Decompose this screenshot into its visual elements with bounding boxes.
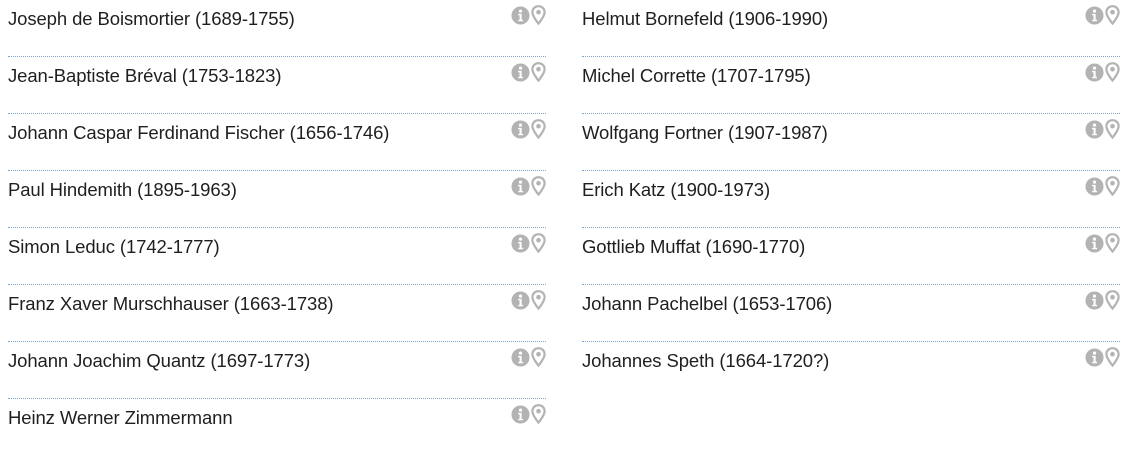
composer-actions bbox=[1085, 347, 1120, 367]
info-circle-icon[interactable] bbox=[511, 63, 530, 82]
composer-row bbox=[8, 171, 546, 228]
composer-column-right bbox=[582, 0, 1120, 399]
composer-row bbox=[582, 342, 1120, 399]
composer-column-left bbox=[8, 0, 546, 456]
map-marker-icon[interactable] bbox=[531, 404, 546, 424]
composer-name-link[interactable]: Johann Caspar Ferdinand Fischer (1656-1746) bbox=[8, 122, 390, 143]
info-circle-icon[interactable] bbox=[1085, 348, 1104, 367]
map-marker-icon[interactable] bbox=[1105, 233, 1120, 253]
composer-name-link[interactable]: Heinz Werner Zimmermann bbox=[8, 407, 233, 428]
map-marker-icon[interactable] bbox=[531, 233, 546, 253]
info-circle-icon[interactable] bbox=[1085, 234, 1104, 253]
composer-actions bbox=[511, 233, 546, 253]
composer-row bbox=[8, 114, 546, 171]
map-marker-icon[interactable] bbox=[1105, 347, 1120, 367]
composer-row bbox=[8, 342, 546, 399]
composer-actions bbox=[1085, 62, 1120, 82]
info-circle-icon[interactable] bbox=[511, 6, 530, 25]
composer-name-link[interactable]: Johann Pachelbel (1653-1706) bbox=[582, 293, 833, 314]
composer-name-link[interactable]: Gottlieb Muffat (1690-1770) bbox=[582, 236, 806, 257]
composer-name-link[interactable]: Michel Corrette (1707-1795) bbox=[582, 65, 811, 86]
composer-name-link[interactable]: Johannes Speth (1664-1720?) bbox=[582, 350, 830, 371]
composer-row bbox=[8, 57, 546, 114]
composer-name-link[interactable]: Simon Leduc (1742-1777) bbox=[8, 236, 220, 257]
composer-row bbox=[582, 171, 1120, 228]
map-marker-icon[interactable] bbox=[531, 290, 546, 310]
info-circle-icon[interactable] bbox=[1085, 291, 1104, 310]
map-marker-icon[interactable] bbox=[531, 176, 546, 196]
composer-actions bbox=[1085, 119, 1120, 139]
composer-actions bbox=[511, 62, 546, 82]
composer-actions bbox=[511, 290, 546, 310]
map-marker-icon[interactable] bbox=[1105, 62, 1120, 82]
composer-name-link[interactable]: Franz Xaver Murschhauser (1663-1738) bbox=[8, 293, 334, 314]
composer-row bbox=[582, 57, 1120, 114]
composer-name-link[interactable]: Jean-Baptiste Bréval (1753-1823) bbox=[8, 65, 282, 86]
info-circle-icon[interactable] bbox=[1085, 177, 1104, 196]
info-circle-icon[interactable] bbox=[511, 405, 530, 424]
composer-row bbox=[8, 399, 546, 456]
composer-name-link[interactable]: Paul Hindemith (1895-1963) bbox=[8, 179, 237, 200]
composer-actions bbox=[1085, 290, 1120, 310]
info-circle-icon[interactable] bbox=[1085, 6, 1104, 25]
composer-actions bbox=[511, 5, 546, 25]
composer-name-link[interactable]: Erich Katz (1900-1973) bbox=[582, 179, 771, 200]
composer-row bbox=[8, 0, 546, 57]
composer-name-link[interactable]: Helmut Bornefeld (1906-1990) bbox=[582, 8, 829, 29]
composer-actions bbox=[511, 347, 546, 367]
composer-actions bbox=[1085, 176, 1120, 196]
map-marker-icon[interactable] bbox=[531, 119, 546, 139]
composer-row bbox=[582, 285, 1120, 342]
map-marker-icon[interactable] bbox=[1105, 176, 1120, 196]
info-circle-icon[interactable] bbox=[1085, 120, 1104, 139]
map-marker-icon[interactable] bbox=[531, 347, 546, 367]
info-circle-icon[interactable] bbox=[511, 234, 530, 253]
info-circle-icon[interactable] bbox=[511, 120, 530, 139]
map-marker-icon[interactable] bbox=[531, 5, 546, 25]
map-marker-icon[interactable] bbox=[1105, 290, 1120, 310]
map-marker-icon[interactable] bbox=[531, 62, 546, 82]
composer-name-link[interactable]: Joseph de Boismortier (1689-1755) bbox=[8, 8, 295, 29]
info-circle-icon[interactable] bbox=[511, 291, 530, 310]
composer-actions bbox=[511, 176, 546, 196]
composer-row bbox=[582, 228, 1120, 285]
composer-row bbox=[582, 0, 1120, 57]
map-marker-icon[interactable] bbox=[1105, 5, 1120, 25]
composer-name-link[interactable]: Johann Joachim Quantz (1697-1773) bbox=[8, 350, 311, 371]
composer-row bbox=[582, 114, 1120, 171]
composer-actions bbox=[1085, 5, 1120, 25]
composer-actions bbox=[511, 404, 546, 424]
info-circle-icon[interactable] bbox=[1085, 63, 1104, 82]
composer-row bbox=[8, 228, 546, 285]
info-circle-icon[interactable] bbox=[511, 177, 530, 196]
info-circle-icon[interactable] bbox=[511, 348, 530, 367]
map-marker-icon[interactable] bbox=[1105, 119, 1120, 139]
composer-actions bbox=[1085, 233, 1120, 253]
composer-name-link[interactable]: Wolfgang Fortner (1907-1987) bbox=[582, 122, 828, 143]
composer-row bbox=[8, 285, 546, 342]
composer-actions bbox=[511, 119, 546, 139]
